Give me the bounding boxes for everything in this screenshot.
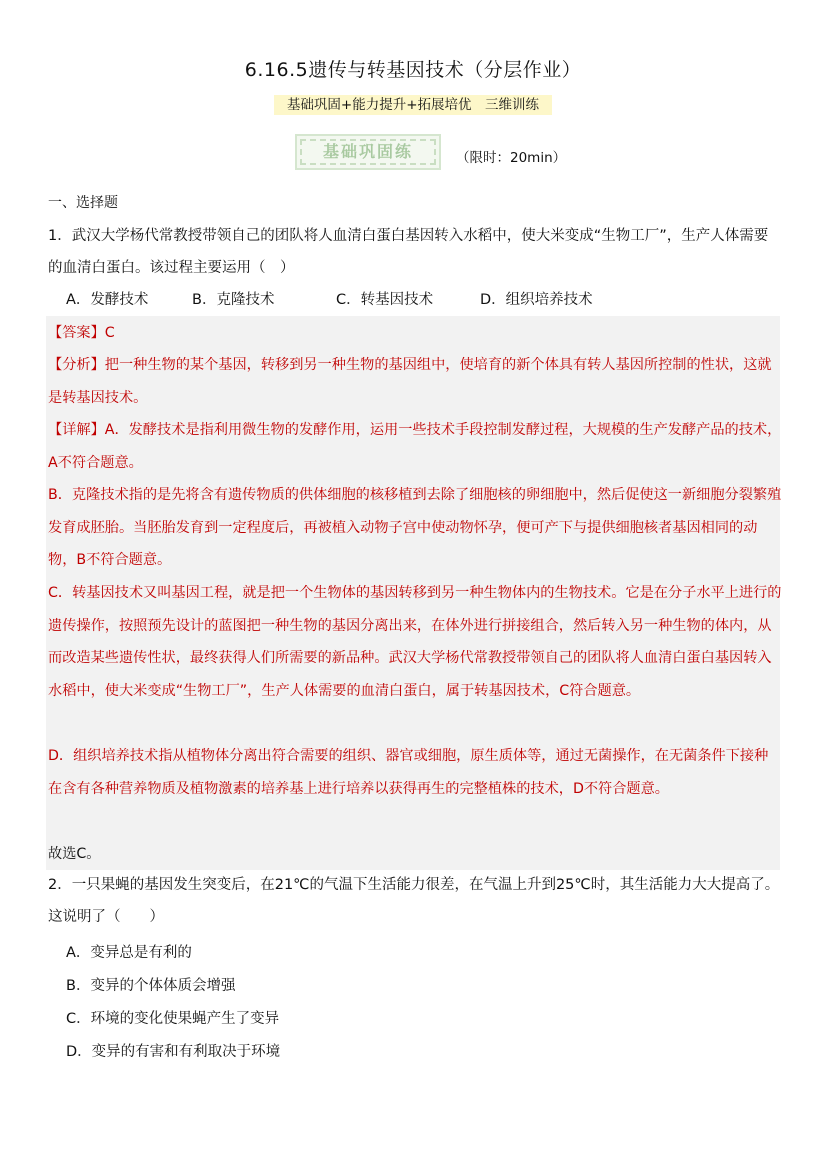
q1-option-c[interactable]: C．转基因技术 bbox=[336, 292, 434, 308]
section-heading: 一、选择题 bbox=[48, 195, 118, 211]
detail-b-paragraph: B．克隆技术指的是先将含有遗传物质的供体细胞的核移植到去除了细胞核的卵细胞中，然后促使这一新细胞分裂繁殖发育成胚胎。当胚胎发育到一定程度后，再被植入动物子宫中使动物怀孕，便可产下与提供细胞核者基因相同的动物，B不符合题意。 bbox=[48, 487, 782, 568]
q2-option-a[interactable]: A．变异总是有利的 bbox=[66, 945, 192, 961]
answer-tag: 【答案】 bbox=[48, 325, 105, 341]
page-title: 6.16.5遗传与转基因技术（分层作业） bbox=[244, 59, 582, 81]
detail-a-paragraph bbox=[48, 414, 782, 479]
q2-option-b[interactable]: B．变异的个体体质会增强 bbox=[66, 978, 236, 994]
q1-option-b[interactable]: B．克隆技术 bbox=[192, 292, 275, 308]
answer-line bbox=[48, 317, 782, 350]
badge-label: 基础巩固练 bbox=[322, 142, 413, 161]
question-2-stem: 2．一只果蝇的基因发生突变后，在21℃的气温下生活能力很差，在气温上升到25℃时，其生活能力大大提高了。这说明了（ ） bbox=[48, 877, 780, 925]
detail-a-text: A．发酵技术是指利用微生物的发酵作用，运用一些技术手段控制发酵过程，大规模的生产发酵产品的技术，A不符合题意。 bbox=[48, 422, 782, 471]
detail-d-paragraph: D．组织培养技术指从植物体分离出符合需要的组织、器官或细胞，原生质体等，通过无菌操作，在无菌条件下接种在含有各种营养物质及植物激素的培养基上进行培养以获得再生的完整植株的技术，D不符合题意。 bbox=[48, 748, 769, 797]
time-limit: （限时：20min） bbox=[456, 150, 567, 166]
conclusion-line: 故选C。 bbox=[48, 846, 101, 862]
detail-tag: 【详解】 bbox=[48, 422, 105, 438]
analysis-text: 把一种生物的某个基因，转移到另一种生物的基因组中，使培育的新个体具有转人基因所控制的性状，这就是转基因技术。 bbox=[48, 357, 772, 406]
analysis-tag: 【分析】 bbox=[48, 357, 105, 373]
answer-value: C bbox=[104, 325, 115, 341]
q1-option-d[interactable]: D．组织培养技术 bbox=[480, 292, 593, 308]
q1-option-a[interactable]: A．发酵技术 bbox=[66, 292, 149, 308]
section-badge bbox=[295, 134, 441, 170]
page-subtitle: 基础巩固+能力提升+拓展培优 三维训练 bbox=[274, 95, 552, 115]
analysis-paragraph bbox=[48, 349, 782, 414]
q2-option-c[interactable]: C．环境的变化使果蝇产生了变异 bbox=[66, 1011, 280, 1027]
question-1-stem: 1．武汉大学杨代常教授带领自己的团队将人血清白蛋白基因转入水稻中，使大米变成“生物工厂”，生产人体需要的血清白蛋白。该过程主要运用（ ） bbox=[48, 228, 769, 276]
q2-option-d[interactable]: D．变异的有害和有利取决于环境 bbox=[66, 1044, 281, 1060]
detail-c-paragraph: C．转基因技术又叫基因工程，就是把一个生物体的基因转移到另一种生物体内的生物技术。它是在分子水平上进行的遗传操作，按照预先设计的蓝图把一种生物的基因分离出来，在体外进行拼接组合，然后转入另一种生物的体内，从而改造某些遗传性状，最终获得人们所需要的新品种。武汉大学杨代常教授带领自己的团队将人血清白蛋白基因转入水稻中，使大米变成“生物工厂”，生产人体需要的血清白蛋白，属于转基因技术，C符合题意。 bbox=[48, 585, 782, 699]
